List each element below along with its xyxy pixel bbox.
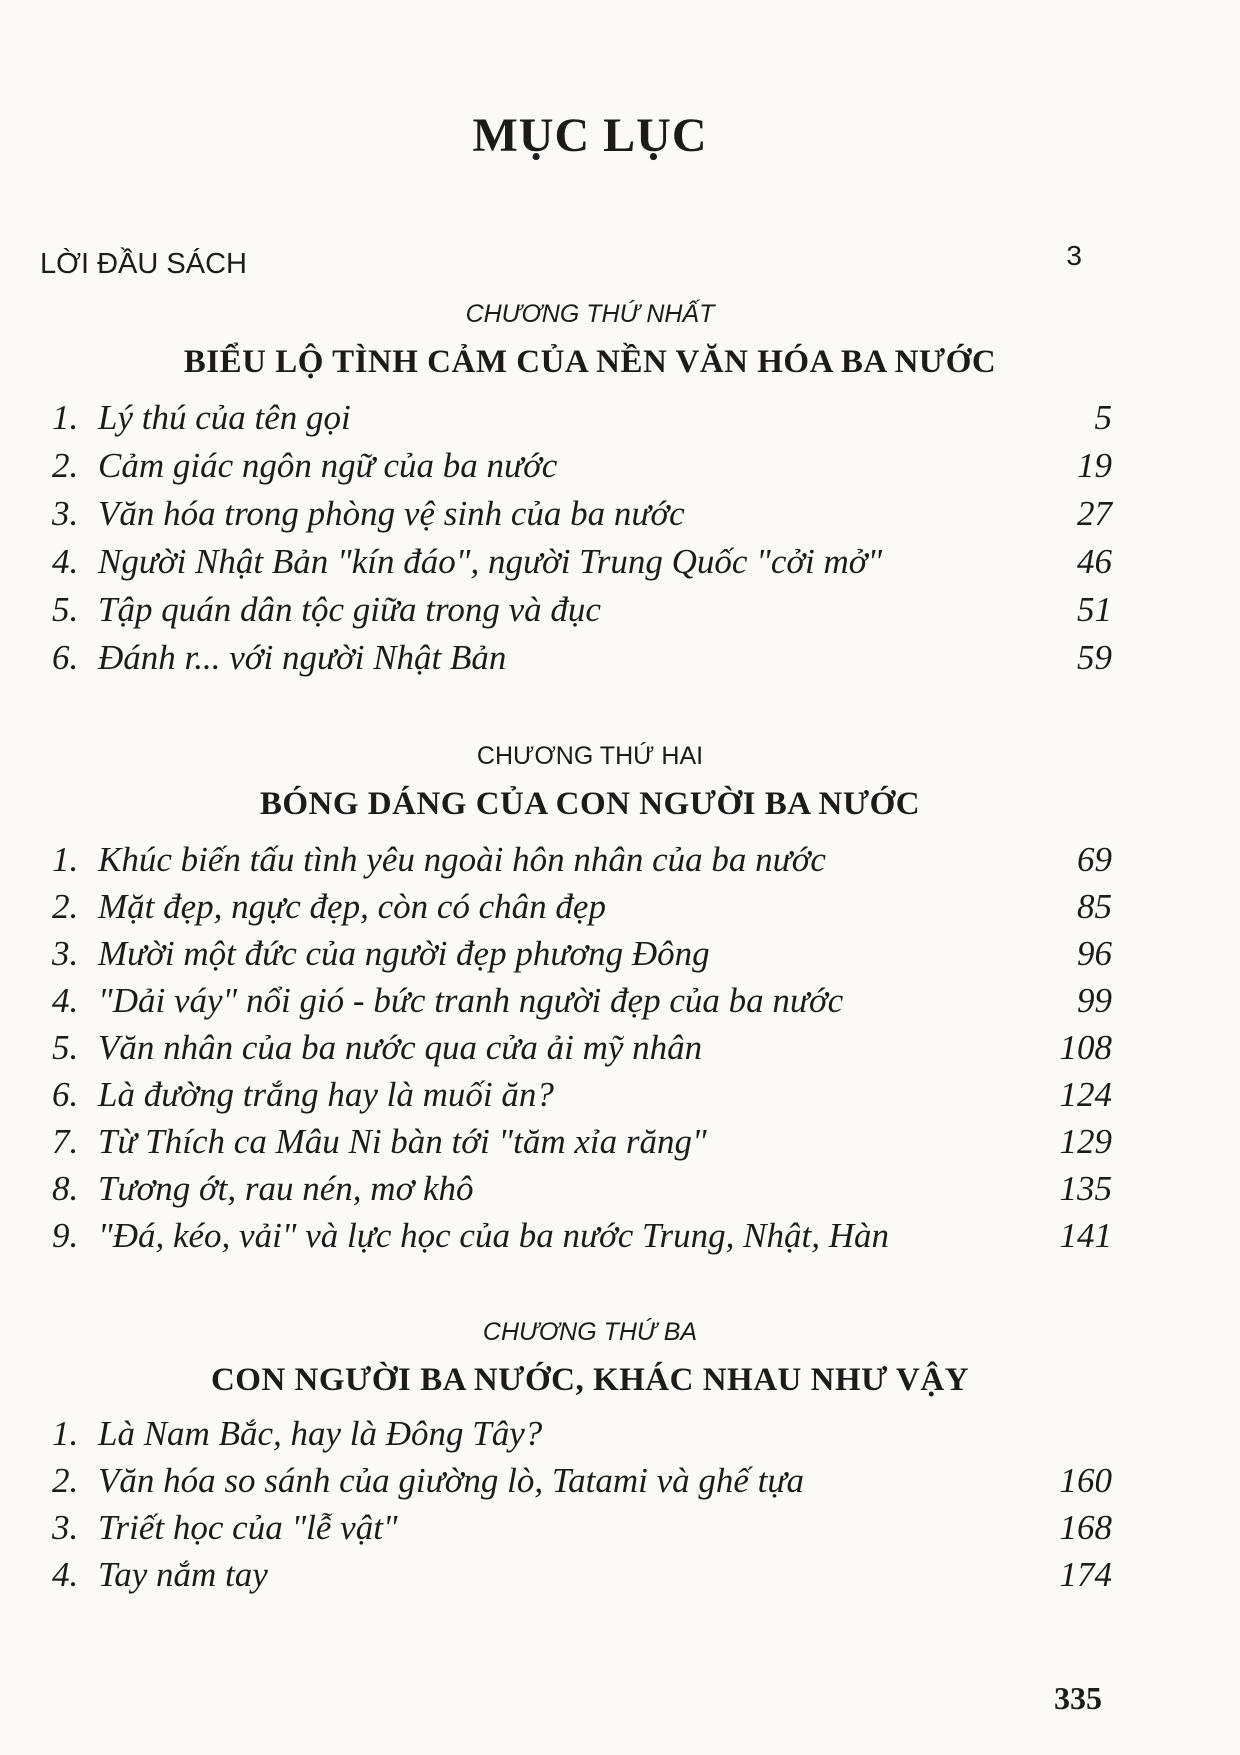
toc-entry <box>52 1216 1112 1262</box>
entry-title: "Dải váy" nổi gió - bức tranh người đẹp của ba nước <box>98 981 844 1020</box>
toc-entry <box>52 1122 1112 1168</box>
entry-page-number: 135 <box>1059 1169 1112 1208</box>
entry-page-number: 46 <box>1077 542 1112 581</box>
entry-page-number: 19 <box>1077 446 1112 485</box>
toc-entry <box>52 446 1112 492</box>
entry-title: Tay nắm tay <box>98 1555 268 1594</box>
entry-page-number: 69 <box>1077 840 1112 879</box>
entry-number: 3. <box>52 1508 79 1547</box>
entry-title: Là Nam Bắc, hay là Đông Tây? <box>98 1414 543 1453</box>
entry-page-number: 174 <box>1059 1555 1112 1594</box>
entry-page-number: 168 <box>1059 1508 1112 1547</box>
entry-title: Mười một đức của người đẹp phương Đông <box>98 934 710 973</box>
entry-title: "Đá, kéo, vải" và lực học của ba nước Trung, Nhật, Hàn <box>98 1216 890 1255</box>
entry-number: 6. <box>52 1075 79 1114</box>
entry-page-number: 141 <box>1059 1216 1112 1255</box>
entry-title: Người Nhật Bản "kín đáo", người Trung Quốc "cởi mở" <box>98 542 883 581</box>
page-title: MỤC LỤC <box>472 109 708 162</box>
entry-number: 9. <box>52 1216 79 1255</box>
toc-entry <box>52 1075 1112 1121</box>
entry-number: 5. <box>52 590 79 629</box>
entry-title: Khúc biến tấu tình yêu ngoài hôn nhân của ba nước <box>98 840 826 879</box>
entry-page-number: 129 <box>1059 1122 1112 1161</box>
chapter-2-label: CHƯƠNG THỨ HAI <box>476 742 704 770</box>
entry-number: 4. <box>52 981 79 1020</box>
entry-page-number: 27 <box>1077 494 1112 533</box>
entry-page-number: 160 <box>1059 1461 1112 1500</box>
toc-entry <box>52 840 1112 886</box>
entry-title: Tương ớt, rau nén, mơ khô <box>98 1169 474 1208</box>
toc-entry <box>52 1461 1112 1507</box>
entry-title: Tập quán dân tộc giữa trong và đục <box>98 590 601 629</box>
entry-title: Triết học của "lễ vật" <box>98 1508 398 1547</box>
entry-number: 1. <box>52 398 79 437</box>
toc-entry <box>52 398 1112 444</box>
entry-number: 4. <box>52 542 79 581</box>
entry-number: 4. <box>52 1555 79 1594</box>
entry-title: Là đường trắng hay là muối ăn? <box>98 1075 554 1114</box>
preface-label: LỜI ĐẦU SÁCH <box>40 248 247 280</box>
entry-page-number: 5 <box>1094 398 1112 437</box>
entry-page-number: 99 <box>1077 981 1112 1020</box>
chapter-3-title: CON NGƯỜI BA NƯỚC, KHÁC NHAU NHƯ VẬY <box>210 1362 970 1398</box>
toc-entry <box>52 981 1112 1027</box>
entry-title: Văn nhân của ba nước qua cửa ải mỹ nhân <box>98 1028 703 1067</box>
entry-title: Văn hóa trong phòng vệ sinh của ba nước <box>98 494 685 533</box>
entry-number: 2. <box>52 446 79 485</box>
toc-entry <box>52 590 1112 636</box>
entry-number: 1. <box>52 1414 79 1453</box>
toc-entry <box>52 638 1112 684</box>
toc-entry <box>52 887 1112 933</box>
toc-entry <box>52 1555 1112 1601</box>
chapter-1-title: BIỂU LỘ TÌNH CẢM CỦA NỀN VĂN HÓA BA NƯỚC <box>183 344 997 380</box>
entry-number: 6. <box>52 638 79 677</box>
entry-number: 7. <box>52 1122 79 1161</box>
toc-entry <box>52 542 1112 588</box>
entry-number: 3. <box>52 934 79 973</box>
entry-title: Văn hóa so sánh của giường lò, Tatami và ghế tựa <box>98 1461 804 1500</box>
toc-entry <box>52 494 1112 540</box>
entry-page-number: 96 <box>1077 934 1112 973</box>
toc-entry <box>52 1028 1112 1074</box>
toc-entry <box>52 1169 1112 1215</box>
entry-page-number: 51 <box>1077 590 1112 629</box>
toc-entry <box>52 1414 1112 1460</box>
entry-title: Cảm giác ngôn ngữ của ba nước <box>98 446 558 485</box>
chapter-2-title: BÓNG DÁNG CỦA CON NGƯỜI BA NƯỚC <box>259 786 921 822</box>
entry-page-number: 59 <box>1077 638 1112 677</box>
entry-number: 5. <box>52 1028 79 1067</box>
chapter-3-label: CHƯƠNG THỨ BA <box>482 1318 698 1346</box>
page-folio-number: 335 <box>1054 1680 1102 1716</box>
preface-entry <box>40 240 1200 288</box>
entry-number: 2. <box>52 1461 79 1500</box>
chapter-1-label: CHƯƠNG THỨ NHẤT <box>465 300 715 328</box>
entry-number: 1. <box>52 840 79 879</box>
entry-page-number: 85 <box>1077 887 1112 926</box>
entry-title: Lý thú của tên gọi <box>98 398 351 437</box>
entry-page-number: 108 <box>1059 1028 1112 1067</box>
toc-entry <box>52 1508 1112 1554</box>
entry-number: 2. <box>52 887 79 926</box>
entry-page-number: 124 <box>1059 1075 1112 1114</box>
entry-title: Đánh r... với người Nhật Bản <box>98 638 507 677</box>
entry-title: Mặt đẹp, ngực đẹp, còn có chân đẹp <box>98 887 606 926</box>
toc-entry <box>52 934 1112 980</box>
entry-title: Từ Thích ca Mâu Ni bàn tới "tăm xỉa răng" <box>98 1122 707 1161</box>
entry-number: 8. <box>52 1169 79 1208</box>
preface-page-number: 3 <box>1066 240 1082 271</box>
entry-number: 3. <box>52 494 79 533</box>
